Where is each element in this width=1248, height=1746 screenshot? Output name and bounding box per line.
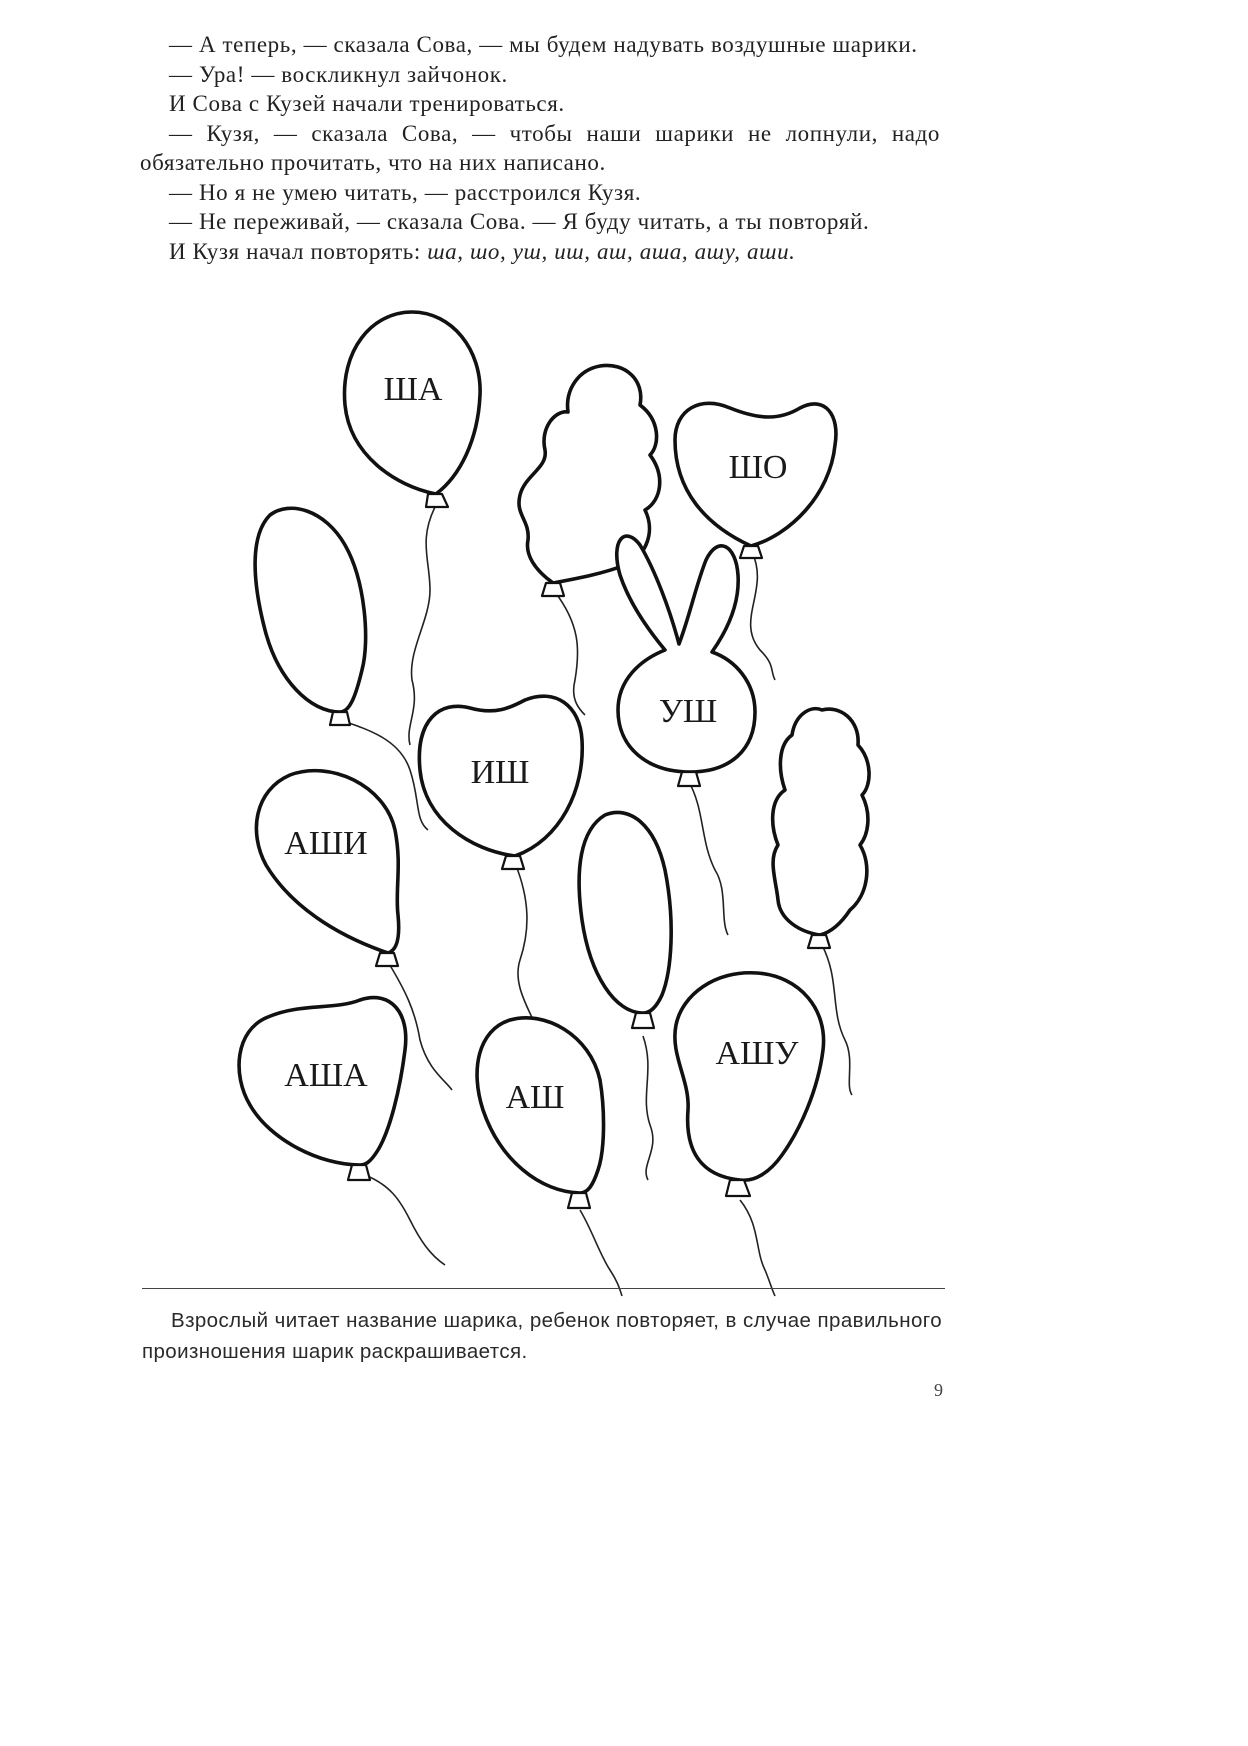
balloon-label: УШ <box>658 692 718 730</box>
balloon-label: АШИ <box>284 824 368 862</box>
syllable-list: ша, шо, уш, иш, аш, аша, ашу, аши. <box>427 238 796 264</box>
balloon-ashu[interactable] <box>675 973 824 1296</box>
footnote-divider <box>142 1288 945 1289</box>
story-line: — А теперь, — сказала Сова, — мы будем надувать воздушные шарики. <box>169 32 918 57</box>
footnote-text: Взрослый читает название шарика, ребенок повторяет, в случае правильного произношения шарик раскрашивается. <box>142 1309 942 1363</box>
story-line: — Но я не умею читать, — расстроился Кузя. <box>169 179 642 205</box>
story-line: — Не переживай, — сказала Сова. — Я буду читать, а ты повторяй. <box>169 209 870 234</box>
footnote <box>142 1305 942 1367</box>
balloon-ish[interactable] <box>419 696 582 1025</box>
page-number: 9 <box>934 1380 943 1400</box>
story-line: — Кузя, — сказала Сова, — чтобы наши шарики не лопнули, надо обязательно прочитать, что на них написано. <box>140 120 940 175</box>
balloon-sha[interactable] <box>344 312 480 745</box>
story-line: И Сова с Кузей начали тренироваться. <box>169 91 565 116</box>
balloon-label: АШУ <box>715 1034 799 1072</box>
balloon-cloud-1[interactable] <box>519 365 660 715</box>
story-line: — Ура! — воскликнул зайчонок. <box>169 61 508 87</box>
balloon-ash[interactable] <box>477 1018 622 1296</box>
balloon-label: ША <box>383 370 443 408</box>
balloon-label: АШ <box>505 1078 565 1116</box>
story-lead: И Кузя начал повторять: <box>169 238 421 264</box>
balloon-asha[interactable] <box>239 998 445 1265</box>
balloon-label: ИШ <box>470 753 530 791</box>
balloon-label: АША <box>284 1056 368 1094</box>
balloon-label: ШО <box>728 448 788 486</box>
